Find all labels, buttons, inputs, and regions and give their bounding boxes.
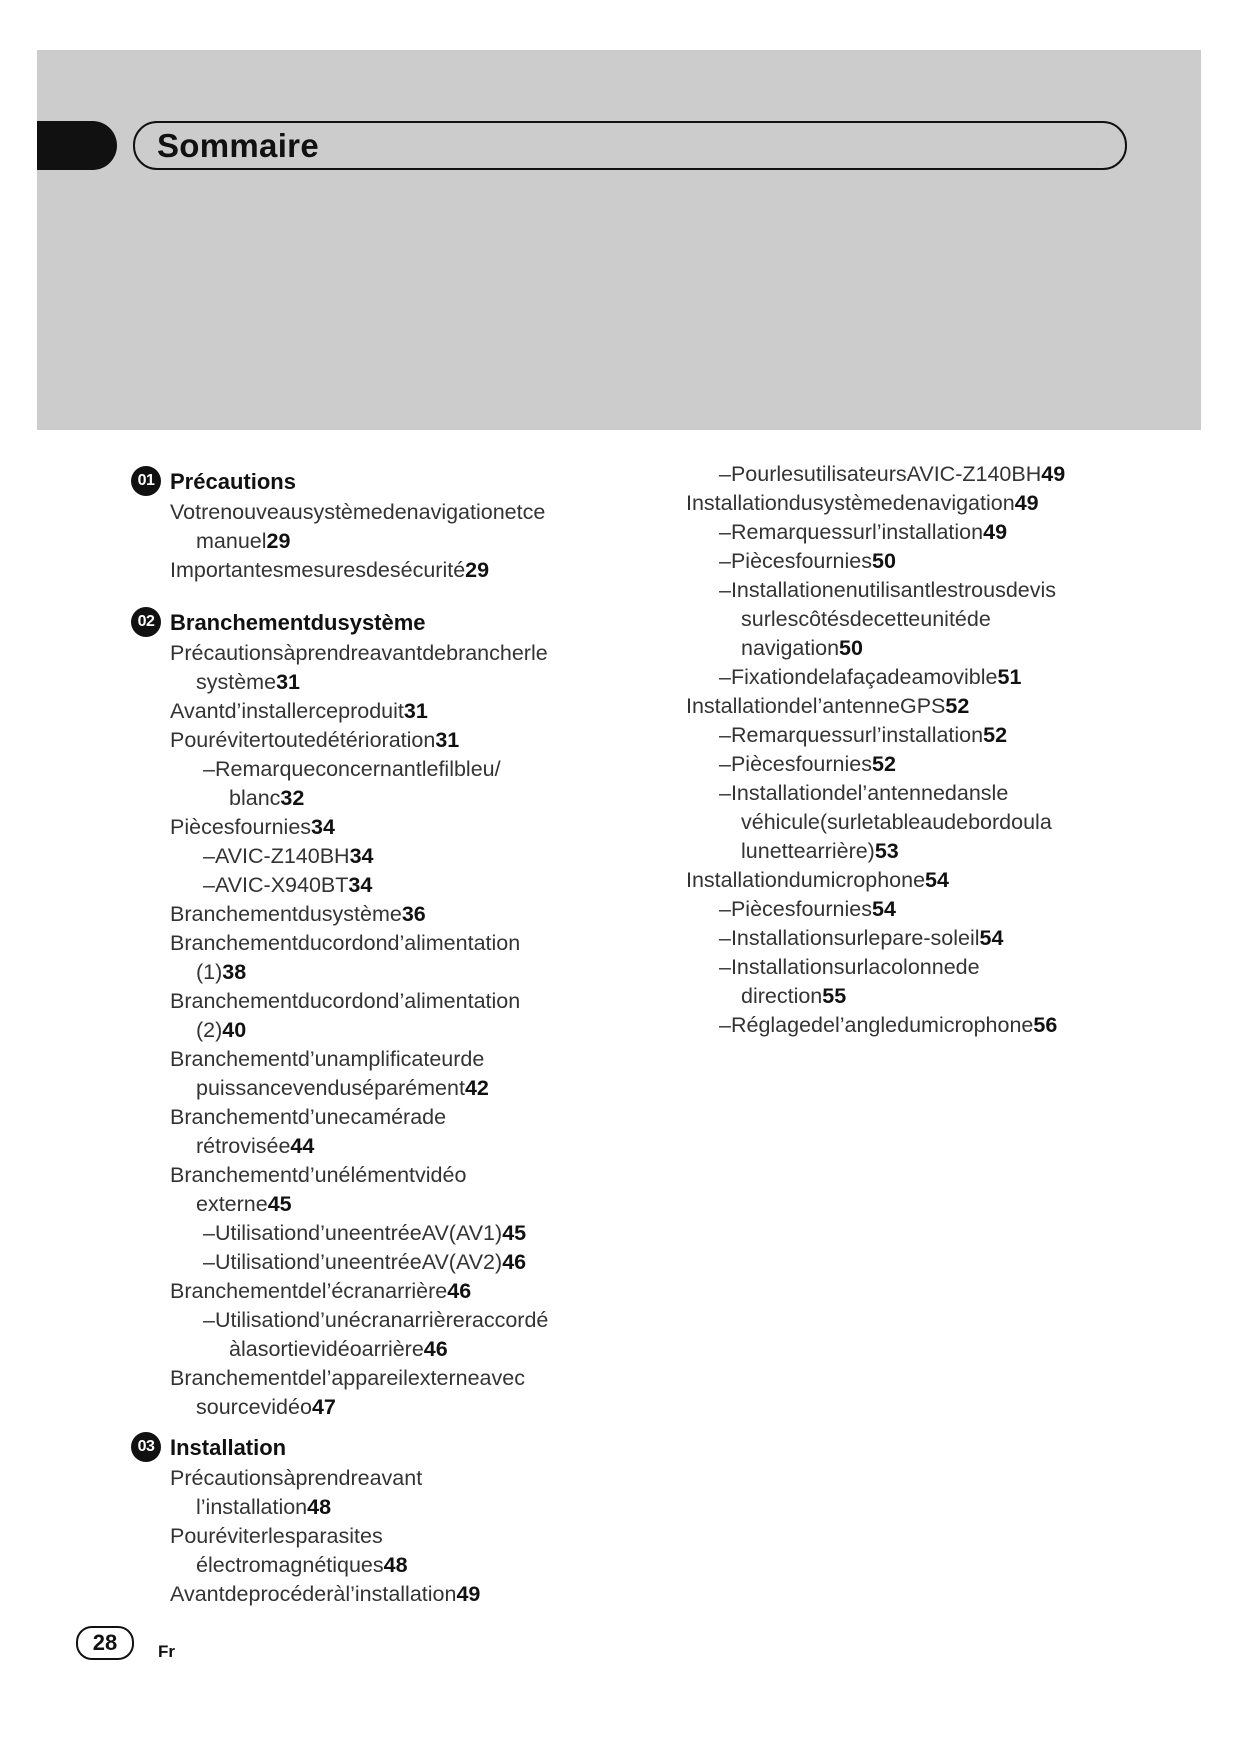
- toc-entry[interactable]: [229, 784, 304, 813]
- toc-entry-text: –Fixationdelafaçadeamovible: [719, 665, 998, 689]
- toc-entry[interactable]: [170, 1277, 471, 1306]
- toc-page-number: 32: [280, 786, 305, 810]
- toc-entry[interactable]: [741, 837, 899, 866]
- toc-entry-text: puissancevenduséparément: [196, 1076, 465, 1100]
- toc-entry[interactable]: [686, 489, 1039, 518]
- toc-page-number: 45: [267, 1192, 292, 1216]
- toc-entry[interactable]: [719, 1011, 1057, 1040]
- toc-entry-text: Piècesfournies: [170, 815, 312, 839]
- toc-entry[interactable]: [196, 1493, 331, 1522]
- toc-entry-text: Installationdel’antenneGPS: [686, 694, 946, 718]
- toc-entry-text: –PourlesutilisateursAVIC-Z140BH: [719, 462, 1042, 486]
- toc-page-number: 53: [874, 839, 899, 863]
- toc-entry-text: Installationdusystèmedenavigation: [686, 491, 1015, 515]
- language-code: Fr: [158, 1642, 175, 1661]
- toc-entry[interactable]: [196, 1016, 246, 1045]
- toc-page-number: 38: [222, 960, 247, 984]
- toc-entry[interactable]: [719, 924, 1003, 953]
- toc-page-number: 52: [871, 752, 896, 776]
- section-title[interactable]: Précautions: [170, 469, 296, 494]
- toc-page-number: 54: [871, 897, 896, 921]
- toc-page-number: 54: [979, 926, 1004, 950]
- toc-entry-text: (2): [196, 1018, 223, 1042]
- toc-page-number: 31: [403, 699, 428, 723]
- page-title: Sommaire: [157, 127, 319, 164]
- toc-entry-text: électromagnétiques: [196, 1553, 384, 1577]
- toc-page-number: 48: [307, 1495, 332, 1519]
- toc-entry-line: surlescôtésdecetteunitéde: [741, 607, 991, 631]
- toc-entry-text: blanc: [229, 786, 281, 810]
- toc-page-number: 42: [464, 1076, 489, 1100]
- toc-entry-line: Précautionsàprendreavantdebrancherle: [170, 641, 548, 665]
- toc-page-number: 31: [276, 670, 300, 694]
- toc-entry-text: Importantesmesuresdesécurité: [170, 558, 466, 582]
- section-title[interactable]: Installation: [170, 1435, 287, 1460]
- toc-entry[interactable]: [741, 634, 863, 663]
- toc-entry-line: Branchementdel’appareilexterneavec: [170, 1366, 525, 1390]
- toc-entry[interactable]: [170, 697, 428, 726]
- header-title-box: [133, 121, 1127, 170]
- toc-entry[interactable]: [719, 895, 896, 924]
- toc-entry-text: –Piècesfournies: [719, 549, 872, 573]
- toc-page-number: 49: [1014, 491, 1039, 515]
- toc-page-number: 48: [383, 1553, 408, 1577]
- section-number-badge: 01: [131, 466, 161, 496]
- toc-entry-text: –Installationsurlepare-soleil: [719, 926, 980, 950]
- header-tab-marker: [37, 121, 117, 170]
- toc-entry-text: –Remarquessurl’installation: [719, 723, 984, 747]
- toc-entry-text: l’installation: [196, 1495, 308, 1519]
- toc-entry-text: –Utilisationd’uneentréeAV(AV2): [203, 1250, 503, 1274]
- toc-page-number: 47: [311, 1395, 336, 1419]
- toc-entry-line: Précautionsàprendreavant: [170, 1466, 423, 1490]
- toc-entry-text: externe: [196, 1192, 268, 1216]
- toc-entry[interactable]: [170, 900, 426, 929]
- toc-page-number: 51: [997, 665, 1022, 689]
- toc-entry-text: –AVIC-Z140BH: [203, 844, 350, 868]
- section-number-badge: 02: [131, 607, 161, 637]
- toc-entry[interactable]: [719, 721, 1007, 750]
- section-number-badge: 03: [131, 1432, 161, 1462]
- toc-entry[interactable]: [196, 1551, 408, 1580]
- toc-entry[interactable]: [170, 813, 335, 842]
- toc-page-number: 46: [502, 1250, 527, 1274]
- page-number: 28: [76, 1626, 134, 1660]
- toc-entry-text: système: [196, 670, 277, 694]
- toc-entry-line: –Remarqueconcernantlefilbleu/: [203, 757, 501, 781]
- toc-entry[interactable]: [170, 726, 459, 755]
- toc-entry[interactable]: [229, 1335, 448, 1364]
- toc-entry[interactable]: [196, 1190, 292, 1219]
- header-band: [37, 50, 1201, 430]
- toc-page-number: 54: [925, 868, 949, 892]
- toc-page-number: 49: [983, 520, 1008, 544]
- toc-page-number: 46: [447, 1279, 472, 1303]
- toc-entry[interactable]: [196, 668, 300, 697]
- toc-entry[interactable]: [719, 547, 896, 576]
- toc-page-number: 52: [945, 694, 970, 718]
- toc-page-number: 50: [871, 549, 896, 573]
- toc-entry-line: Branchementducordond’alimentation: [170, 989, 521, 1013]
- toc-entry[interactable]: [741, 982, 846, 1011]
- toc-entry-line: Branchementd’unélémentvidéo: [170, 1163, 467, 1187]
- toc-page-number: 29: [266, 529, 291, 553]
- toc-entry[interactable]: [686, 866, 949, 895]
- toc-entry-line: –Installationdel’antennedansle: [719, 781, 1009, 805]
- toc-page-number: 49: [1041, 462, 1066, 486]
- toc-entry[interactable]: [203, 1219, 526, 1248]
- toc-entry-text: navigation: [741, 636, 840, 660]
- toc-page-number: 34: [311, 815, 335, 839]
- toc-entry-line: Branchementd’unecamérade: [170, 1105, 447, 1129]
- toc-entry[interactable]: [170, 556, 489, 585]
- toc-entry-text: Avantd’installerceproduit: [170, 699, 404, 723]
- toc-page-number: 52: [983, 723, 1008, 747]
- toc-page-number: 40: [222, 1018, 247, 1042]
- toc-page-number: 56: [1033, 1013, 1058, 1037]
- toc-entry[interactable]: [203, 842, 374, 871]
- toc-entry[interactable]: [203, 1248, 526, 1277]
- toc-page-number: 55: [822, 984, 847, 1008]
- toc-entry-text: –Réglagedel’angledumicrophone: [719, 1013, 1034, 1037]
- toc-entry-text: –Piècesfournies: [719, 752, 872, 776]
- toc-page-number: 49: [456, 1582, 481, 1606]
- toc-entry-line: véhicule(surletableaudebordoula: [741, 810, 1052, 834]
- section-title[interactable]: Branchementdusystème: [170, 610, 426, 635]
- toc-entry-text: Branchementdel’écranarrière: [170, 1279, 448, 1303]
- toc-entry-text: direction: [741, 984, 823, 1008]
- toc-entry-line: Pouréviterlesparasites: [170, 1524, 383, 1548]
- toc-page-number: 44: [290, 1134, 315, 1158]
- toc-entry[interactable]: [196, 1393, 336, 1422]
- toc-entry-line: Votrenouveausystèmedenavigationetce: [170, 500, 546, 524]
- toc-entry-line: Branchementd’unamplificateurde: [170, 1047, 485, 1071]
- toc-entry-line: –Utilisationd’unécranarrièreraccordé: [203, 1308, 549, 1332]
- toc-entry-text: –Piècesfournies: [719, 897, 872, 921]
- toc-entry-line: –Installationenutilisantlestrousdevis: [719, 578, 1057, 602]
- toc-page-number: 29: [465, 558, 490, 582]
- toc-entry-text: –AVIC-X940BT: [203, 873, 349, 897]
- toc-entry-text: Branchementdusystème: [170, 902, 402, 926]
- toc-entry[interactable]: [196, 527, 290, 556]
- toc-page-number: 34: [348, 873, 373, 897]
- toc-entry[interactable]: [203, 871, 372, 900]
- toc-entry-text: Installationdumicrophone: [686, 868, 926, 892]
- toc-page-number: 31: [435, 728, 460, 752]
- toc-entry-line: Branchementducordond’alimentation: [170, 931, 521, 955]
- toc-entry[interactable]: [170, 1580, 480, 1609]
- toc-entry[interactable]: [719, 460, 1065, 489]
- toc-page-number: 34: [349, 844, 374, 868]
- toc-page-number: 46: [423, 1337, 448, 1361]
- toc-entry[interactable]: [196, 958, 246, 987]
- toc-entry-text: lunettearrière): [741, 839, 875, 863]
- toc-entry-text: –Remarquessurl’installation: [719, 520, 984, 544]
- toc-entry-text: Pourévitertoutedétérioration: [170, 728, 436, 752]
- toc-page-number: 45: [502, 1221, 527, 1245]
- toc-entry-text: (1): [196, 960, 223, 984]
- toc-entry[interactable]: [719, 518, 1007, 547]
- toc-entry-text: sourcevidéo: [196, 1395, 312, 1419]
- toc-entry-text: rétrovisée: [196, 1134, 291, 1158]
- toc-entry-line: –Installationsurlacolonnede: [719, 955, 980, 979]
- toc-entry-text: manuel: [196, 529, 267, 553]
- toc-entry[interactable]: [196, 1132, 314, 1161]
- toc-entry[interactable]: [686, 692, 969, 721]
- toc-entry-text: –Utilisationd’uneentréeAV(AV1): [203, 1221, 503, 1245]
- toc-entry-text: àlasortievidéoarrière: [229, 1337, 424, 1361]
- toc-page-number: 50: [839, 636, 863, 660]
- toc-entry[interactable]: [719, 663, 1021, 692]
- toc-entry[interactable]: [196, 1074, 489, 1103]
- toc-entry[interactable]: [719, 750, 896, 779]
- toc-entry-text: Avantdeprocéderàl’installation: [170, 1582, 457, 1606]
- toc-page-number: 36: [401, 902, 426, 926]
